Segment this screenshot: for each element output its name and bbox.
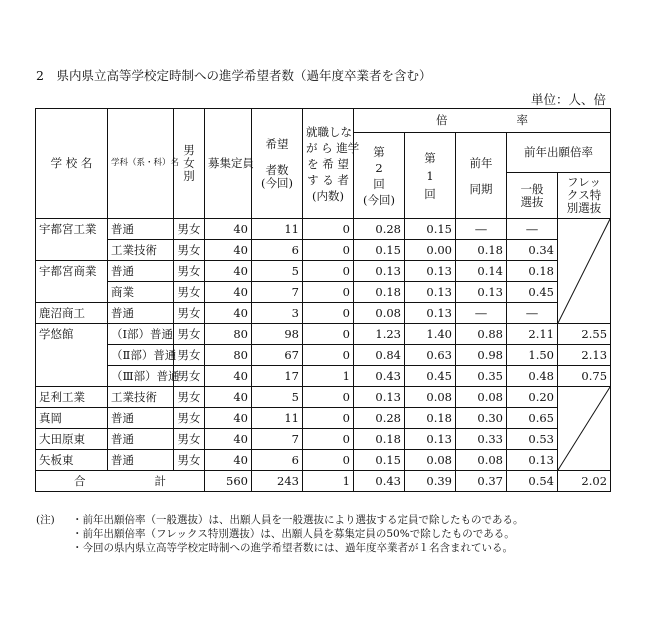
- note-line: ・前年出願倍率（一般選抜）は、出願人員を一般選抜により選抜する定員で除したものである。: [72, 514, 524, 526]
- gender-cell: 男女: [174, 345, 205, 366]
- dept-cell: 工業技術: [108, 240, 174, 261]
- general-cell: 0.18: [507, 261, 558, 282]
- non-employed-cell: 0: [303, 345, 354, 366]
- school-cell: 大田原東: [36, 429, 108, 450]
- non-employed-cell: 0: [303, 450, 354, 471]
- header-school: 学 校 名: [36, 109, 108, 219]
- total-capacity: 560: [205, 471, 252, 492]
- dept-cell: 普通: [108, 303, 174, 324]
- general-cell: 0.20: [507, 387, 558, 408]
- r1-cell: 0.63: [405, 345, 456, 366]
- capacity-cell: 40: [205, 282, 252, 303]
- applicants-cell: 7: [252, 282, 303, 303]
- header-applicants: 希望 者数 (今回): [252, 109, 303, 219]
- header-ratio: 倍 率: [354, 109, 611, 133]
- capacity-cell: 80: [205, 345, 252, 366]
- r1-cell: 0.00: [405, 240, 456, 261]
- school-cell: [36, 345, 108, 366]
- flex-cell: 0.75: [558, 366, 611, 387]
- applicants-cell: 67: [252, 345, 303, 366]
- applicants-cell: 17: [252, 366, 303, 387]
- gender-cell: 男女: [174, 282, 205, 303]
- dept-cell: （Ⅰ部）普通: [108, 324, 174, 345]
- general-cell: 0.53: [507, 429, 558, 450]
- school-cell: 矢板東: [36, 450, 108, 471]
- r2-cell: 0.15: [354, 240, 405, 261]
- general-cell: 0.45: [507, 282, 558, 303]
- r1-cell: 0.13: [405, 282, 456, 303]
- r1-cell: 0.13: [405, 261, 456, 282]
- unit-label: 単位：人、倍: [530, 92, 606, 107]
- r2-cell: 0.28: [354, 408, 405, 429]
- r2-cell: 0.84: [354, 345, 405, 366]
- gender-cell: 男女: [174, 261, 205, 282]
- applicants-cell: 11: [252, 408, 303, 429]
- dept-cell: 工業技術: [108, 387, 174, 408]
- flex-cell: 2.13: [558, 345, 611, 366]
- capacity-cell: 40: [205, 219, 252, 240]
- gender-cell: 男女: [174, 219, 205, 240]
- r1-cell: 0.08: [405, 450, 456, 471]
- total-r1: 0.39: [405, 471, 456, 492]
- page-title: 2 県内県立高等学校定時制への進学希望者数（過年度卒業者を含む）: [36, 68, 432, 83]
- school-cell: 真岡: [36, 408, 108, 429]
- r2-cell: 0.18: [354, 282, 405, 303]
- non-employed-cell: 1: [303, 366, 354, 387]
- total-non-employed: 1: [303, 471, 354, 492]
- capacity-cell: 40: [205, 450, 252, 471]
- header-r2: 第 2 回 (今回): [354, 133, 405, 219]
- capacity-cell: 40: [205, 366, 252, 387]
- table-row: [36, 387, 611, 408]
- general-cell: 0.13: [507, 450, 558, 471]
- r2-cell: 1.23: [354, 324, 405, 345]
- school-cell: 鹿沼商工: [36, 303, 108, 324]
- table-row: [36, 345, 611, 366]
- prev-cell: 0.33: [456, 429, 507, 450]
- dept-cell: （Ⅲ部）普通: [108, 366, 174, 387]
- prev-cell: 0.98: [456, 345, 507, 366]
- applicants-cell: 98: [252, 324, 303, 345]
- r2-cell: 0.08: [354, 303, 405, 324]
- dept-cell: 普通: [108, 261, 174, 282]
- header-general: 一般 選抜: [507, 173, 558, 219]
- applicants-cell: 6: [252, 450, 303, 471]
- capacity-cell: 40: [205, 387, 252, 408]
- dept-cell: 普通: [108, 408, 174, 429]
- prev-cell: 0.18: [456, 240, 507, 261]
- general-cell: 0.65: [507, 408, 558, 429]
- gender-cell: 男女: [174, 324, 205, 345]
- general-cell: 2.11: [507, 324, 558, 345]
- non-employed-cell: 0: [303, 324, 354, 345]
- dept-cell: 普通: [108, 429, 174, 450]
- table-row: [36, 261, 611, 282]
- prev-cell: 0.14: [456, 261, 507, 282]
- prev-cell: 0.08: [456, 387, 507, 408]
- header-gender: 男 女 別: [174, 109, 205, 219]
- notes-label: (注): [36, 514, 55, 526]
- capacity-cell: 40: [205, 261, 252, 282]
- r1-cell: 0.45: [405, 366, 456, 387]
- table-row: [36, 282, 611, 303]
- capacity-cell: 40: [205, 429, 252, 450]
- prev-cell: 0.35: [456, 366, 507, 387]
- capacity-cell: 80: [205, 324, 252, 345]
- school-cell: 宇都宮工業: [36, 219, 108, 240]
- flex-cell: 2.55: [558, 324, 611, 345]
- gender-cell: 男女: [174, 429, 205, 450]
- table-row: [36, 324, 611, 345]
- total-label: 合 計: [36, 471, 205, 492]
- dept-cell: 商業: [108, 282, 174, 303]
- applicants-cell: 6: [252, 240, 303, 261]
- flex-na-diagonal: [558, 387, 611, 471]
- school-cell: 宇都宮商業: [36, 261, 108, 282]
- total-general: 0.54: [507, 471, 558, 492]
- table-header: [36, 109, 611, 219]
- header-prev-final: 前年出願倍率: [507, 133, 611, 173]
- non-employed-cell: 0: [303, 303, 354, 324]
- capacity-cell: 40: [205, 240, 252, 261]
- applicants-table: [35, 108, 611, 492]
- total-r2: 0.43: [354, 471, 405, 492]
- note-line: ・前年出願倍率（フレックス特別選抜）は、出願人員を募集定員の50%で除したものである。: [72, 528, 515, 540]
- non-employed-cell: 0: [303, 387, 354, 408]
- non-employed-cell: 0: [303, 429, 354, 450]
- general-cell: ―: [507, 219, 558, 240]
- r1-cell: 0.18: [405, 408, 456, 429]
- r2-cell: 0.43: [354, 366, 405, 387]
- prev-cell: ―: [456, 219, 507, 240]
- r2-cell: 0.13: [354, 261, 405, 282]
- r1-cell: 0.08: [405, 387, 456, 408]
- non-employed-cell: 0: [303, 219, 354, 240]
- capacity-cell: 40: [205, 303, 252, 324]
- school-cell: [36, 240, 108, 261]
- header-dept: 学科（系・科）名: [108, 109, 174, 219]
- applicants-cell: 3: [252, 303, 303, 324]
- r1-cell: 1.40: [405, 324, 456, 345]
- gender-cell: 男女: [174, 408, 205, 429]
- gender-cell: 男女: [174, 240, 205, 261]
- prev-cell: 0.13: [456, 282, 507, 303]
- header-capacity: 募集定員: [205, 109, 252, 219]
- applicants-cell: 11: [252, 219, 303, 240]
- school-cell: [36, 282, 108, 303]
- non-employed-cell: 0: [303, 408, 354, 429]
- non-employed-cell: 0: [303, 240, 354, 261]
- table-row: [36, 303, 611, 324]
- gender-cell: 男女: [174, 387, 205, 408]
- prev-cell: ―: [456, 303, 507, 324]
- notes: [36, 513, 524, 555]
- dept-cell: 普通: [108, 450, 174, 471]
- table-row: [36, 450, 611, 471]
- applicants-cell: 5: [252, 387, 303, 408]
- header-r1: 第 1 回: [405, 133, 456, 219]
- non-employed-cell: 0: [303, 282, 354, 303]
- table-row: [36, 240, 611, 261]
- total-row: [36, 471, 611, 492]
- general-cell: 1.50: [507, 345, 558, 366]
- applicants-cell: 5: [252, 261, 303, 282]
- flex-na-diagonal: [558, 219, 611, 324]
- r1-cell: 0.13: [405, 429, 456, 450]
- table-body: [36, 219, 611, 471]
- general-cell: 0.48: [507, 366, 558, 387]
- total-flex: 2.02: [558, 471, 611, 492]
- table-row: [36, 408, 611, 429]
- header-prev: 前年 同期: [456, 133, 507, 219]
- header-non-employed: 就職しな が ら 進学 を 希 望 す る 者 (内数): [303, 109, 354, 219]
- gender-cell: 男女: [174, 450, 205, 471]
- prev-cell: 0.30: [456, 408, 507, 429]
- gender-cell: 男女: [174, 303, 205, 324]
- dept-cell: 普通: [108, 219, 174, 240]
- school-cell: 学悠館: [36, 324, 108, 345]
- prev-cell: 0.88: [456, 324, 507, 345]
- r2-cell: 0.13: [354, 387, 405, 408]
- dept-cell: （Ⅱ部）普通: [108, 345, 174, 366]
- total-applicants: 243: [252, 471, 303, 492]
- non-employed-cell: 0: [303, 261, 354, 282]
- school-cell: 足利工業: [36, 387, 108, 408]
- r2-cell: 0.28: [354, 219, 405, 240]
- prev-cell: 0.08: [456, 450, 507, 471]
- table-row: [36, 366, 611, 387]
- general-cell: ―: [507, 303, 558, 324]
- applicants-cell: 7: [252, 429, 303, 450]
- school-cell: [36, 366, 108, 387]
- header-flex: フレッ クス特 別選抜: [558, 173, 611, 219]
- table-row: [36, 429, 611, 450]
- note-line: ・今回の県内県立高等学校定時制への進学希望者数には、過年度卒業者が１名含まれている。: [72, 542, 513, 554]
- table-row: [36, 219, 611, 240]
- total-prev: 0.37: [456, 471, 507, 492]
- capacity-cell: 40: [205, 408, 252, 429]
- gender-cell: 男女: [174, 366, 205, 387]
- general-cell: 0.34: [507, 240, 558, 261]
- r2-cell: 0.18: [354, 429, 405, 450]
- r2-cell: 0.15: [354, 450, 405, 471]
- r1-cell: 0.15: [405, 219, 456, 240]
- r1-cell: 0.13: [405, 303, 456, 324]
